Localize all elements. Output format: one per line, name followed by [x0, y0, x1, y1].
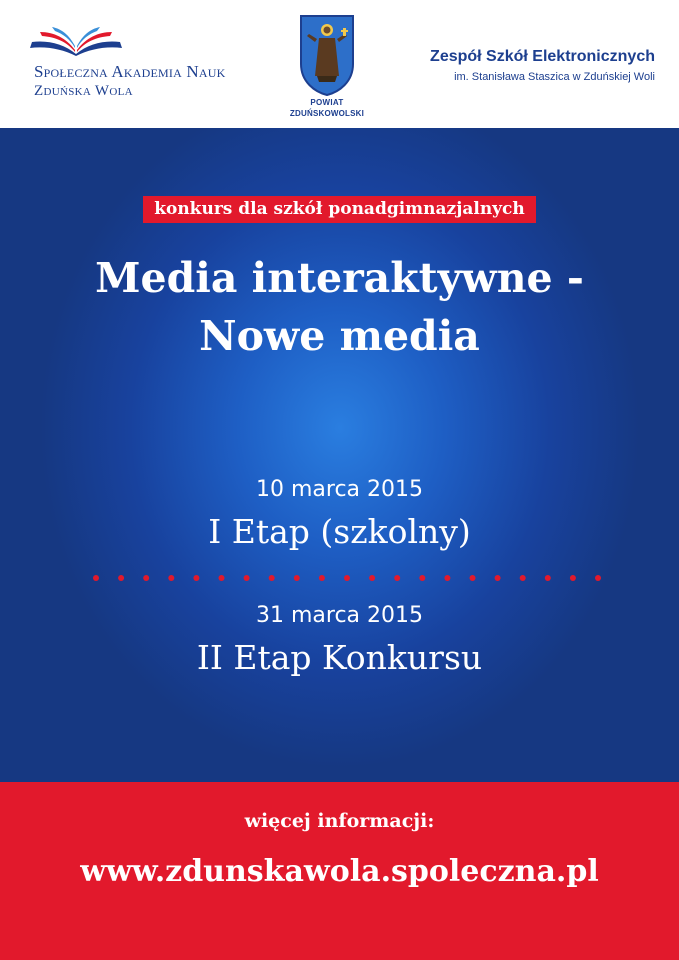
kicker-badge: konkurs dla szkół ponadgimnazjalnych	[143, 196, 536, 223]
powiat-line2: ZDUŃSKOWOLSKI	[289, 109, 365, 118]
divider-dot	[219, 575, 225, 581]
powiat-logo	[287, 14, 392, 124]
stage2-label: II Etap Konkursu	[196, 638, 483, 677]
divider-dot	[118, 575, 124, 581]
open-book-logo-icon	[26, 26, 126, 58]
divider-dot	[294, 575, 300, 581]
divider-dot	[545, 575, 551, 581]
divider-dot	[495, 575, 501, 581]
coat-of-arms-icon	[299, 14, 355, 96]
powiat-line1: POWIAT	[310, 98, 344, 107]
title-line1: Media interaktywne -	[95, 254, 584, 302]
divider-dot	[470, 575, 476, 581]
divider-dot	[143, 575, 149, 581]
divider-dot	[193, 575, 199, 581]
more-info-label: więcej informacji:	[244, 810, 435, 832]
stage1-label: I Etap (szkolny)	[208, 512, 471, 551]
divider-dot	[419, 575, 425, 581]
divider-dot	[595, 575, 601, 581]
stage1-date: 10 marca 2015	[255, 477, 424, 502]
san-city: Zduńska Wola	[34, 83, 133, 99]
stage2-date: 31 marca 2015	[255, 603, 424, 628]
divider-dot	[319, 575, 325, 581]
divider-dot	[444, 575, 450, 581]
kicker-wrap	[0, 196, 679, 223]
divider-dot	[520, 575, 526, 581]
divider-dot	[269, 575, 275, 581]
dotted-divider	[92, 574, 602, 582]
san-logo	[22, 26, 262, 106]
divider-dot	[93, 575, 99, 581]
divider-dot	[394, 575, 400, 581]
san-name: Społeczna Akademia Nauk	[34, 62, 226, 81]
divider-dot	[369, 575, 375, 581]
main-panel	[0, 128, 679, 782]
divider-dot	[244, 575, 250, 581]
zse-subtitle: im. Stanisława Staszica w Zduńskiej Woli	[454, 71, 655, 83]
divider-dot	[344, 575, 350, 581]
footer	[0, 782, 679, 960]
title-line2: Nowe media	[199, 312, 480, 360]
header	[0, 0, 679, 128]
divider-dot	[570, 575, 576, 581]
zse-name: Zespół Szkół Elektronicznych	[430, 48, 655, 65]
divider-dot	[168, 575, 174, 581]
website-link[interactable]: www.zdunskawola.spoleczna.pl	[80, 854, 599, 889]
